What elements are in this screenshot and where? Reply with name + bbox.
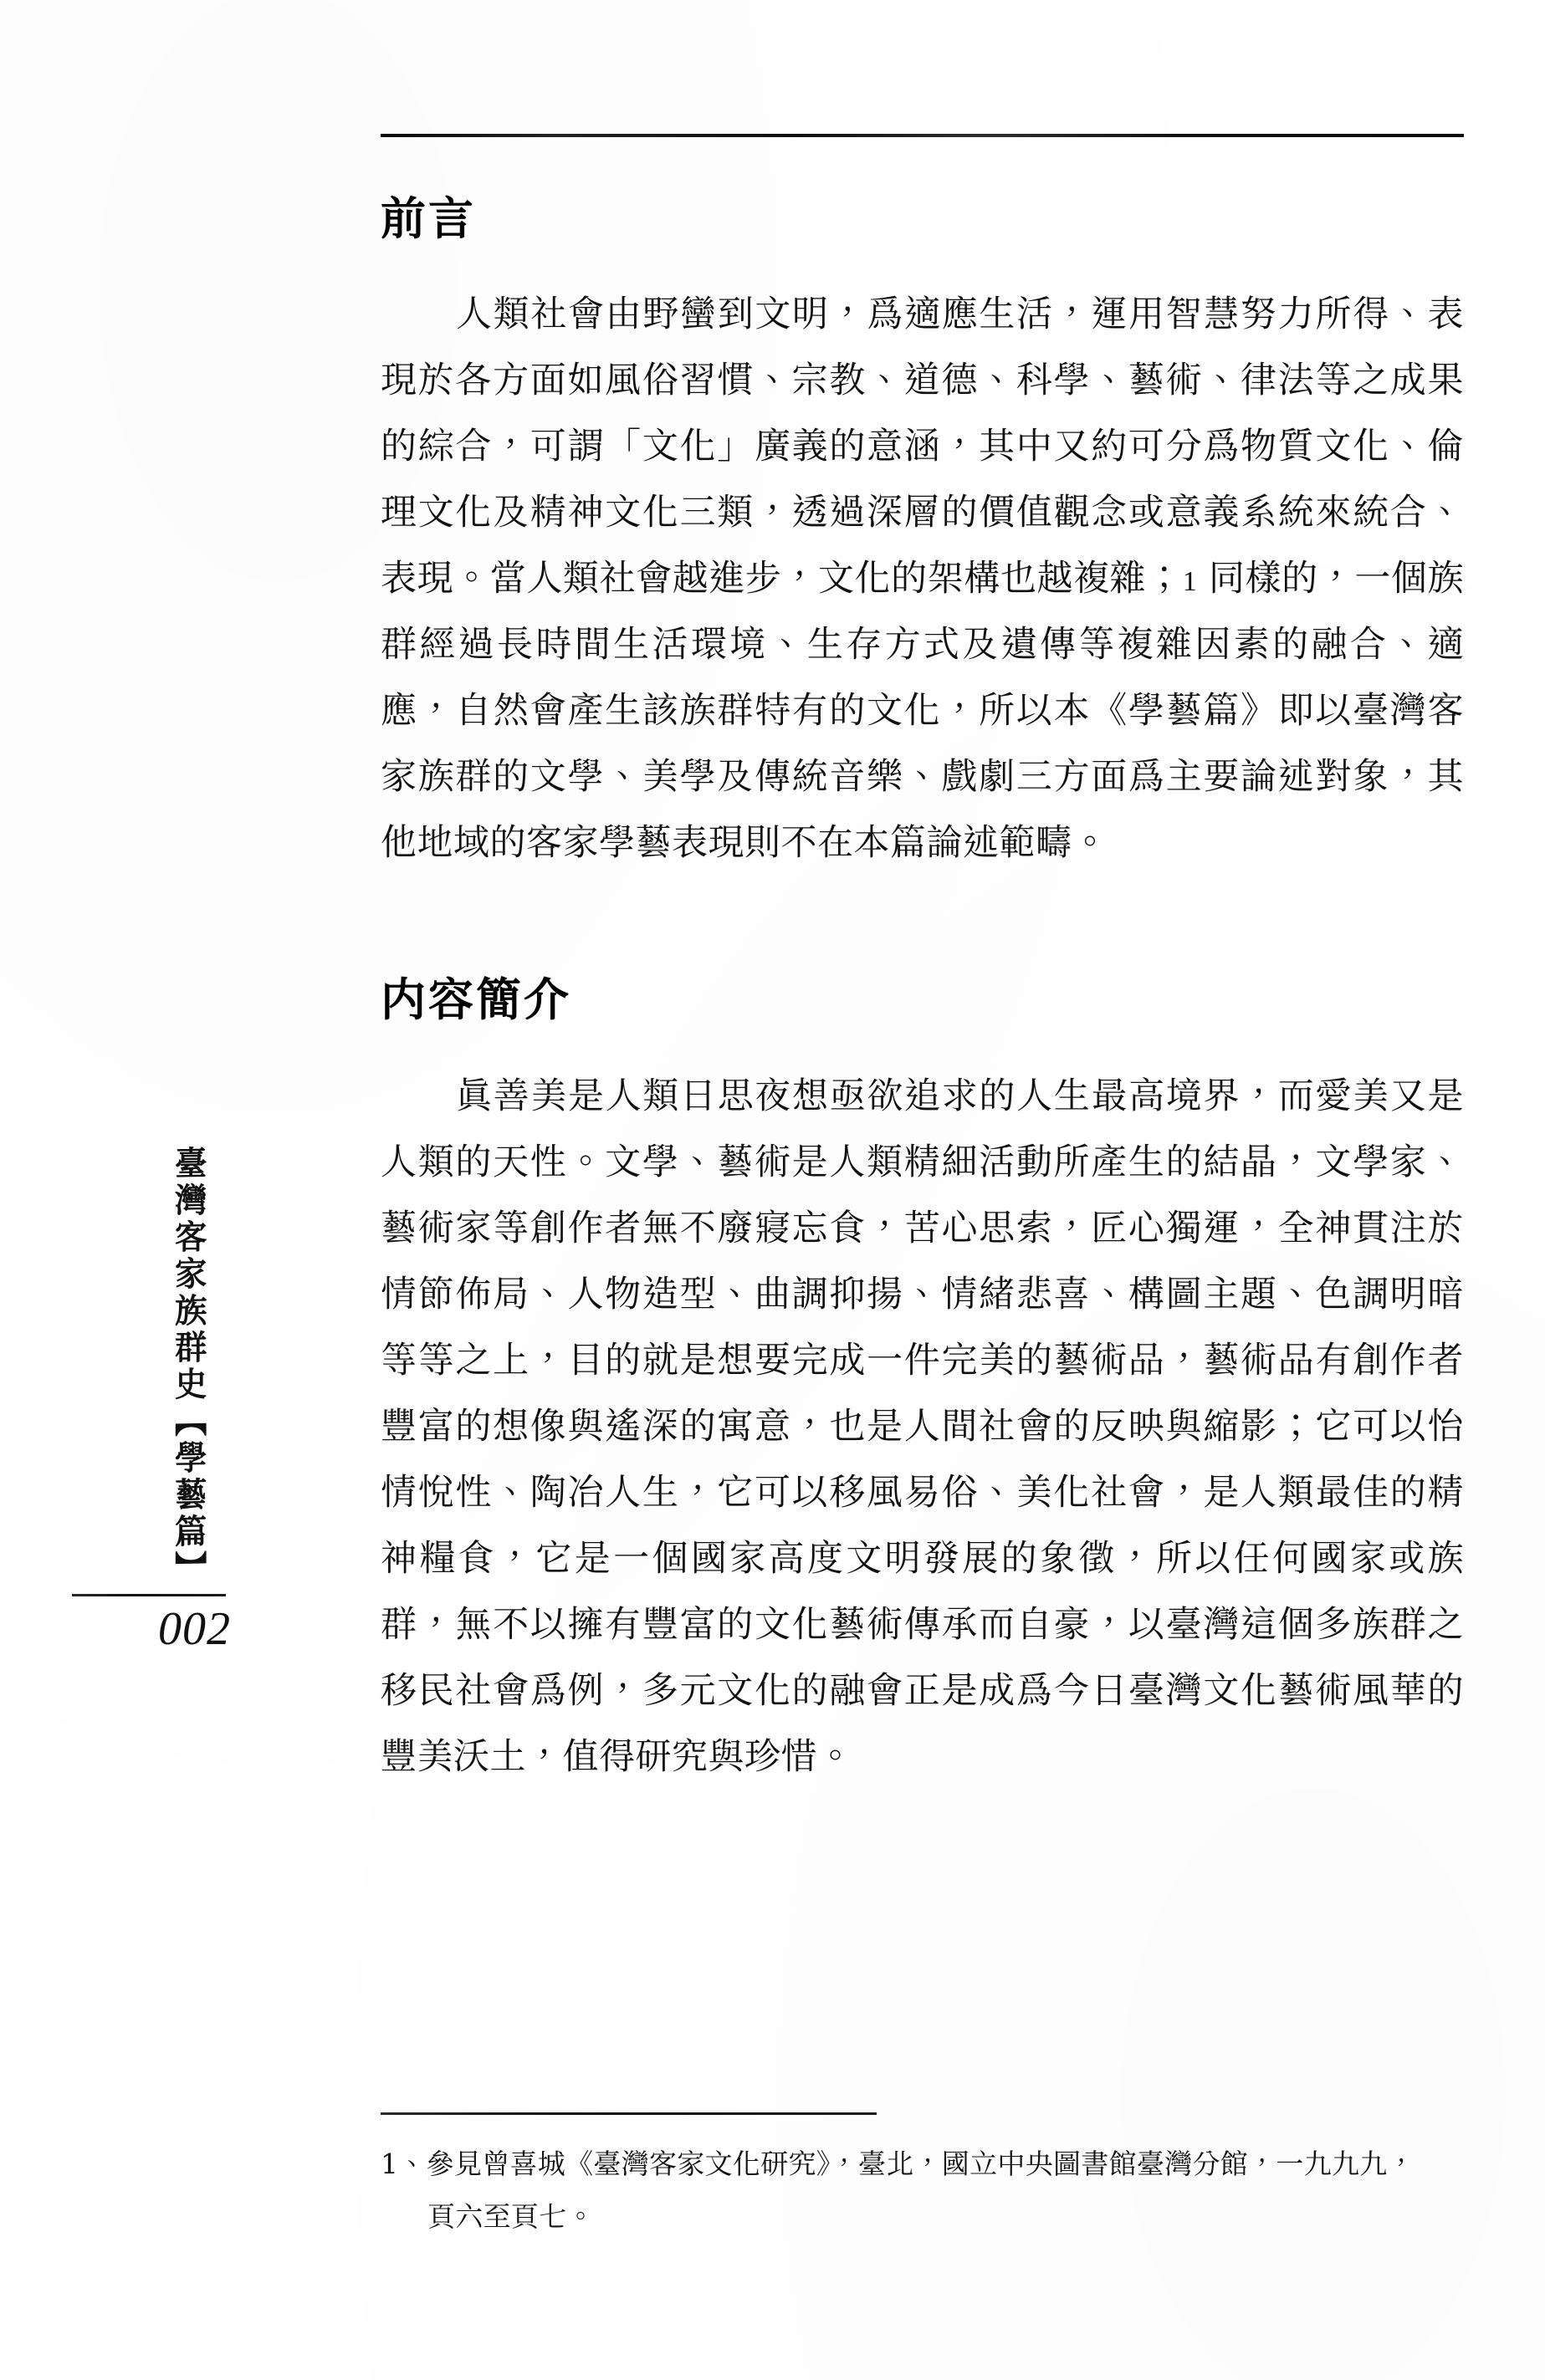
text-column: [381, 194, 1464, 1790]
paragraph-preface: [381, 282, 1464, 876]
running-head-block: [149, 1146, 226, 1587]
running-head-vertical: 臺灣客家族群史【學藝篇】: [169, 1145, 207, 1588]
spacer: [381, 243, 1464, 282]
spacer: [381, 1025, 1464, 1064]
section-heading-introduction: 内容簡介: [381, 973, 571, 1027]
footnote-1-line-1: 1、參見曾喜城《臺灣客家文化研究》，臺北，國立中央圖書館臺灣分館，一九九九，: [381, 2148, 1415, 2180]
paragraph-preface-text-b: 同樣的，一個族群經過長時間生活環境、生存方式及遺傳等複雜因素的融合、適應，自然會產生該族群特有的文化，所以本《學藝篇》即以臺灣客家族群的文學、美學及傳統音樂、戲劇三方面爲主要論述對象，其他地域的客家學藝表現則不在本篇論述範疇。: [381, 558, 1465, 865]
spacer: [381, 876, 1464, 975]
footnote-ref-1[interactable]: 1: [1182, 566, 1197, 598]
footnote-1-line-2: 頁六至頁七。: [427, 2200, 595, 2233]
paragraph-introduction: 眞善美是人類日思夜想亟欲追求的人生最高境界，而愛美又是人類的天性。文學、藝術是人類精細活動所產生的結晶，文學家、藝術家等創作者無不廢寢忘食，苦心思索，匠心獨運，全神貫注於情節佈局、人物造型、曲調抑揚、情緒悲喜、構圖主題、色調明暗等等之上，目的就是想要完成一件完美的藝術品，藝術品有創作者豐富的想像與遙深的寓意，也是人間社會的反映與縮影；它可以怡情悅性、陶冶人生，它可以移風易俗、美化社會，是人類最佳的精神糧食，它是一個國家高度文明發展的象徵，所以任何國家或族群，無不以擁有豐富的文化藝術傳承而自豪，以臺灣這個多族群之移民社會爲例，多元文化的融會正是成爲今日臺灣文化藝術風華的豐美沃土，值得研究與珍惜。: [381, 1075, 1464, 1778]
header-rule: [381, 134, 1464, 137]
page-number: 002: [158, 1603, 231, 1655]
section-heading-preface: 前言: [381, 192, 476, 245]
paragraph-preface-text-a: 人類社會由野蠻到文明，爲適應生活，運用智慧努力所得、表現於各方面如風俗習慣、宗教、道德、科學、藝術、律法等之成果的綜合，可謂「文化」廣義的意涵，其中又約可分爲物質文化、倫理文化及精神文化三類，透過深層的價值觀念或意義系統來統合、表現。當人類社會越進步，文化的架構也越複雜；: [381, 294, 1464, 600]
folio-rule: [72, 1594, 226, 1596]
footnote-separator: [381, 2112, 877, 2115]
footnote-area: [381, 2137, 1468, 2243]
